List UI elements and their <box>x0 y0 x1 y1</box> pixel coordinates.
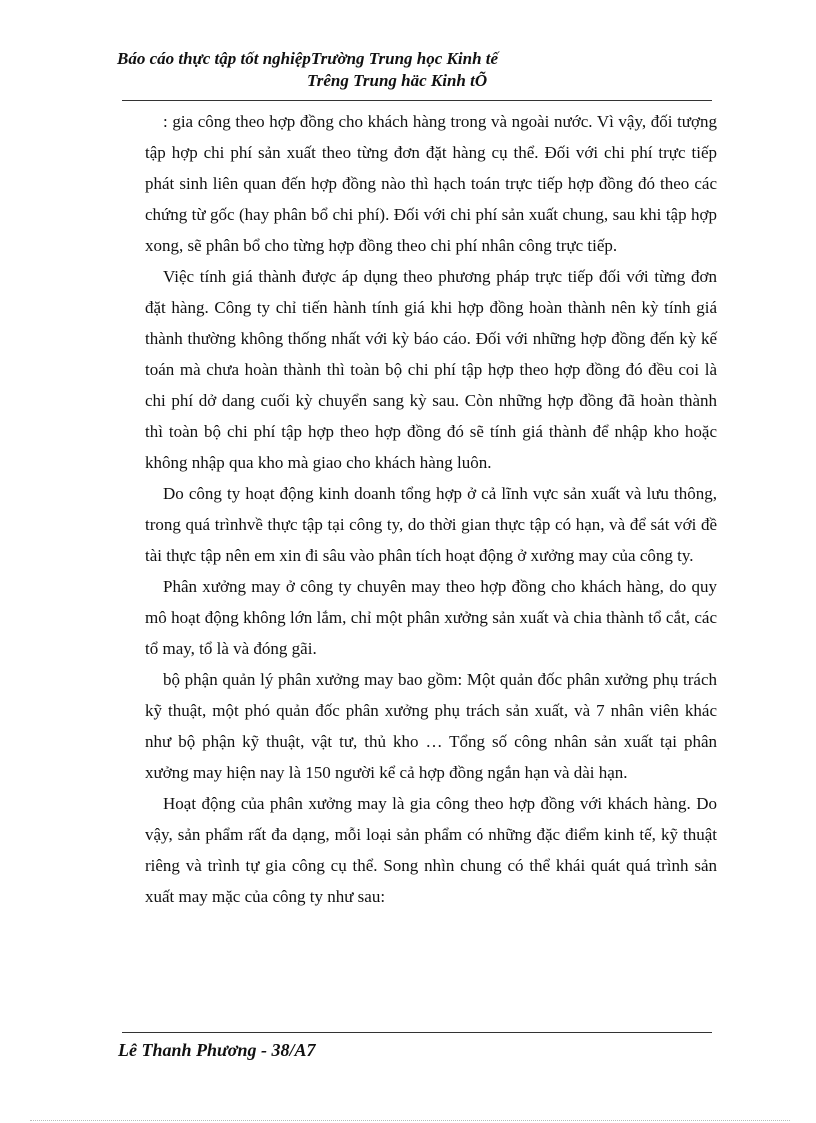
page-footer: Lê Thanh Phương - 38/A7 <box>118 1040 316 1060</box>
paragraph-2: Việc tính giá thành được áp dụng theo phương pháp trực tiếp đối với từng đơn đặt hàng. Công ty chỉ tiến hành tính giá khi hợp đồng hoàn thành nên kỳ tính giá thành thường không thống nhất với kỳ báo cáo. Đối với những hợp đồng đến kỳ kế toán mà chưa hoàn thành thì toàn bộ chi phí tập hợp theo hợp đồng đó đều coi là chi phí dở dang cuối kỳ chuyển sang kỳ sau. Còn những hợp đồng đã hoàn thành thì toàn bộ chi phí tập hợp theo hợp đồng đó sẽ tính giá thành để nhập kho hoặc không nhập qua kho mà giao cho khách hàng luôn. <box>145 267 717 472</box>
header-garbled-subtitle: Trêng Trung häc Kinh tÕ <box>307 71 488 90</box>
paragraph-5: bộ phận quản lý phân xưởng may bao gồm: Một quản đốc phân xưởng phụ trách kỹ thuật, một phó quản đốc phân xưởng phụ trách sản xuất, và 7 nhân viên khác như bộ phận kỹ thuật, vật tư, thủ kho … Tổng số công nhân sản xuất tại phân xưởng may hiện nay là 150 người kể cả hợp đồng ngắn hạn và dài hạn. <box>145 670 717 782</box>
paragraph-6: Hoạt động của phân xưởng may là gia công theo hợp đồng với khách hàng. Do vậy, sản phẩm rất đa dạng, mỗi loại sản phẩm có những đặc điểm kinh tế, kỹ thuật riêng và trình tự gia công cụ thể. Song nhìn chung có thể khái quát quá trình sản xuất may mặc của công ty như sau: <box>145 794 717 906</box>
document-body <box>145 106 717 912</box>
footer-divider <box>122 1032 712 1033</box>
page-header <box>117 48 717 92</box>
page-edge-dotted-line <box>30 1120 790 1121</box>
paragraph-3: Do công ty hoạt động kinh doanh tổng hợp ở cả lĩnh vực sản xuất và lưu thông, trong quá trìnhvề thực tập tại công ty, do thời gian thực tập có hạn, và để sát với đề tài thực tập nên em xin đi sâu vào phân tích hoạt động ở xưởng may của công ty. <box>145 484 717 565</box>
paragraph-4: Phân xưởng may ở công ty chuyên may theo hợp đồng cho khách hàng, do quy mô hoạt động không lớn lắm, chỉ một phân xưởng sản xuất và chia thành tổ cắt, các tổ may, tổ là và đóng gãi. <box>145 577 717 658</box>
paragraph-1: : gia công theo hợp đồng cho khách hàng trong và ngoài nước. Vì vậy, đối tượng tập hợp chi phí sản xuất theo từng đơn đặt hàng cụ thể. Đối với chi phí trực tiếp phát sinh liên quan đến hợp đồng nào thì hạch toán trực tiếp hợp đồng đó theo các chứng từ gốc (hay phân bổ chi phí). Đối với chi phí sản xuất chung, sau khi tập hợp xong, sẽ phân bổ cho từng hợp đồng theo chi phí nhân công trực tiếp. <box>145 112 717 255</box>
header-title: Báo cáo thực tập tốt nghiệpTrường Trung học Kinh tế <box>117 49 499 68</box>
header-divider <box>122 100 712 101</box>
